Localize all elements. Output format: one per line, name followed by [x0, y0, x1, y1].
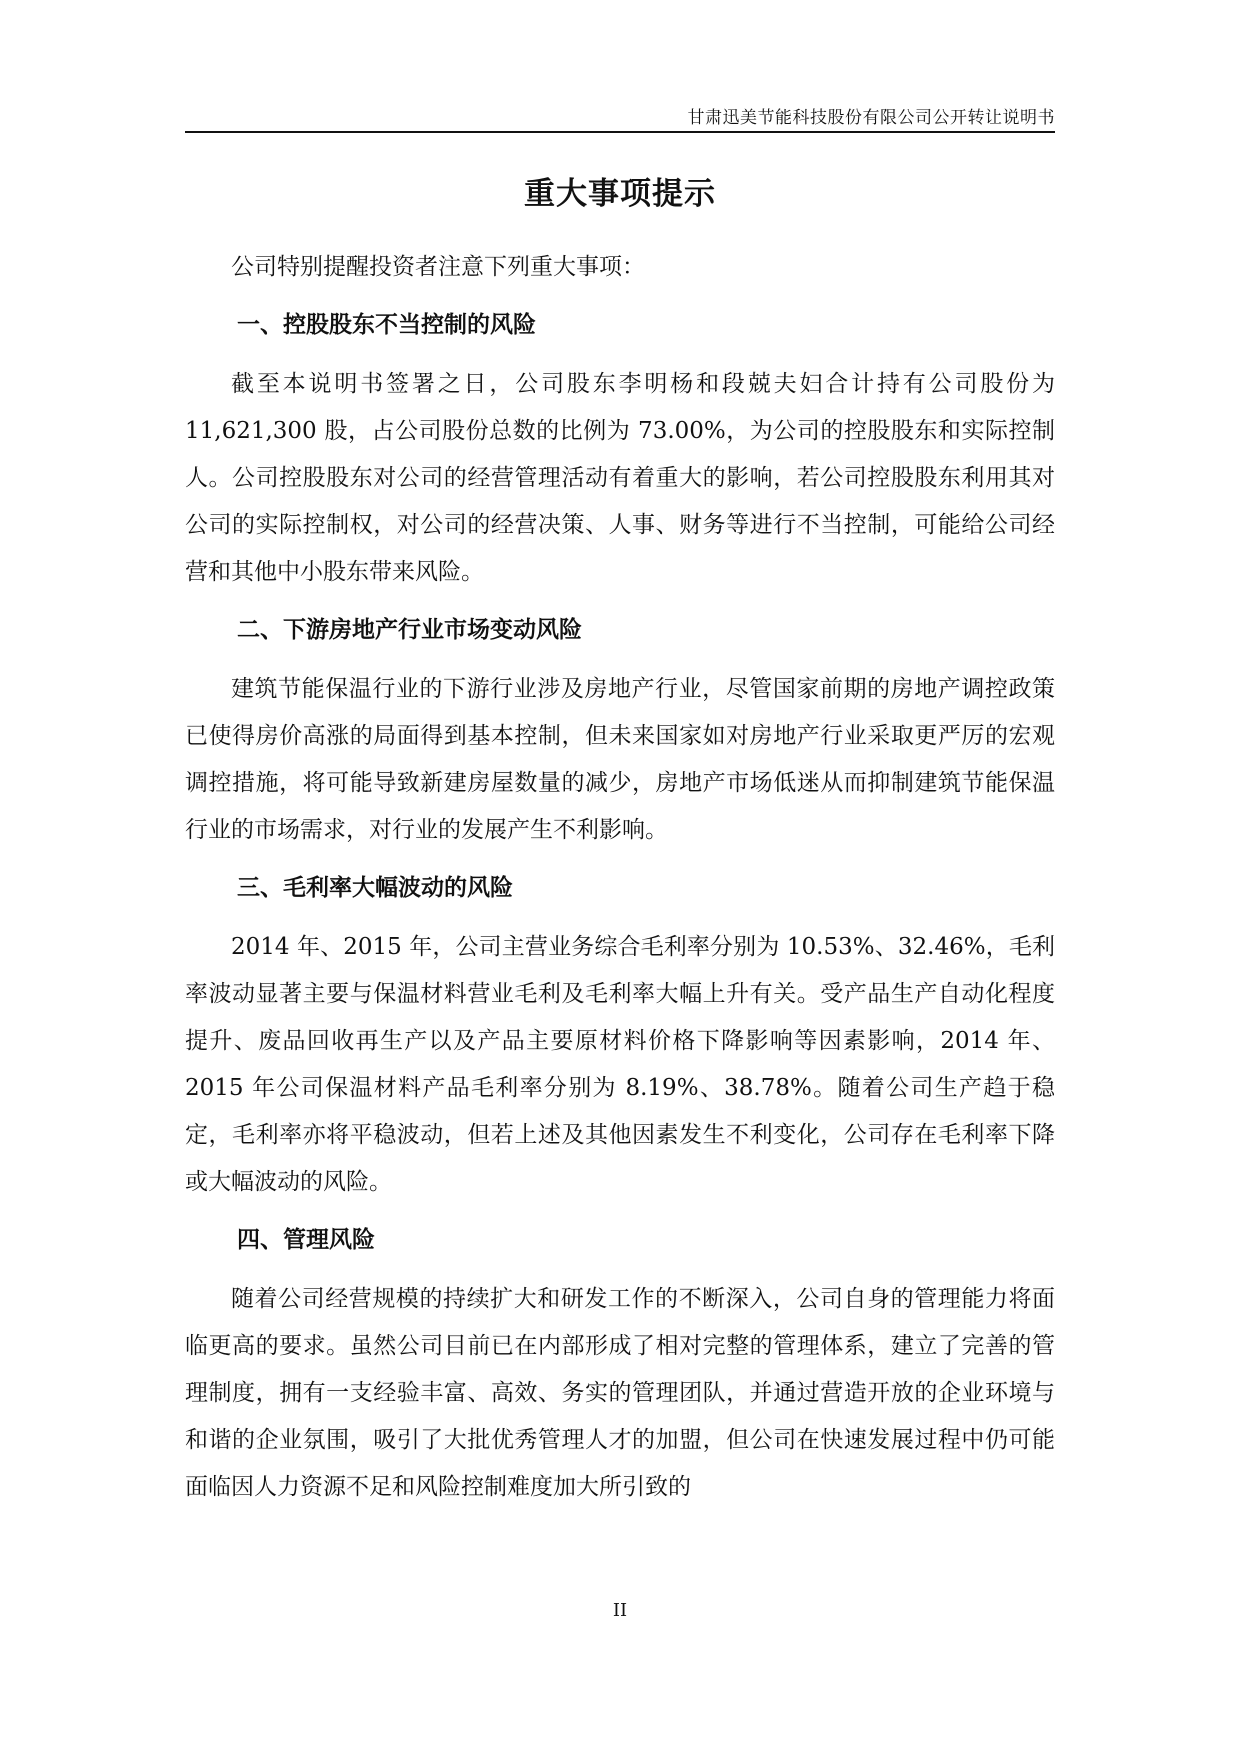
section-heading-management-risk: 四、管理风险	[237, 1226, 375, 1253]
section-body-real-estate-market: 建筑节能保温行业的下游行业涉及房地产行业，尽管国家前期的房地产调控政策已使得房价高涨的局面得到基本控制，但未来国家如对房地产行业采取更严厉的宏观调控措施，将可能导致新建房屋数量的减少，房地产市场低迷从而抑制建筑节能保温行业的市场需求，对行业的发展产生不利影响。	[185, 676, 1055, 843]
section-body-controlling-shareholder: 截至本说明书签署之日，公司股东李明杨和段兢夫妇合计持有公司股份为11,621,300 股，占公司股份总数的比例为 73.00%，为公司的控股股东和实际控制人。公司控股股东对公司的经营管理活动有着重大的影响，若公司控股股东利用其对公司的实际控制权，对公司的经营决策、人事、财务等进行不当控制，可能给公司经营和其他中小股东带来风险。	[185, 371, 1055, 585]
page-title: 重大事项提示	[524, 176, 716, 212]
running-header: 甘肃迅美节能科技股份有限公司公开转让说明书	[687, 108, 1055, 128]
intro-paragraph: 公司特别提醒投资者注意下列重大事项：	[231, 254, 645, 280]
section-body-gross-margin: 2014 年、2015 年，公司主营业务综合毛利率分别为 10.53%、32.46%，毛利率波动显著主要与保温材料营业毛利及毛利率大幅上升有关。受产品生产自动化程度提升、废品回收再生产以及产品主要原材料价格下降影响等因素影响，2014 年、2015 年公司保温材料产品毛利率分别为 8.19%、38.78%。随着公司生产趋于稳定，毛利率亦将平稳波动，但若上述及其他因素发生不利变化，公司存在毛利率下降或大幅波动的风险。	[185, 934, 1055, 1195]
header-divider	[185, 131, 1055, 133]
section-body-management-risk: 随着公司经营规模的持续扩大和研发工作的不断深入，公司自身的管理能力将面临更高的要求。虽然公司目前已在内部形成了相对完整的管理体系，建立了完善的管理制度，拥有一支经验丰富、高效、务实的管理团队，并通过营造开放的企业环境与和谐的企业氛围，吸引了大批优秀管理人才的加盟，但公司在快速发展过程中仍可能面临因人力资源不足和风险控制难度加大所引致的	[185, 1286, 1055, 1500]
section-heading-controlling-shareholder: 一、控股股东不当控制的风险	[237, 311, 536, 338]
document-body	[185, 244, 1055, 1521]
section-heading-gross-margin: 三、毛利率大幅波动的风险	[237, 874, 513, 901]
section-heading-real-estate-market: 二、下游房地产行业市场变动风险	[237, 616, 582, 643]
page-number: II	[612, 1600, 628, 1621]
